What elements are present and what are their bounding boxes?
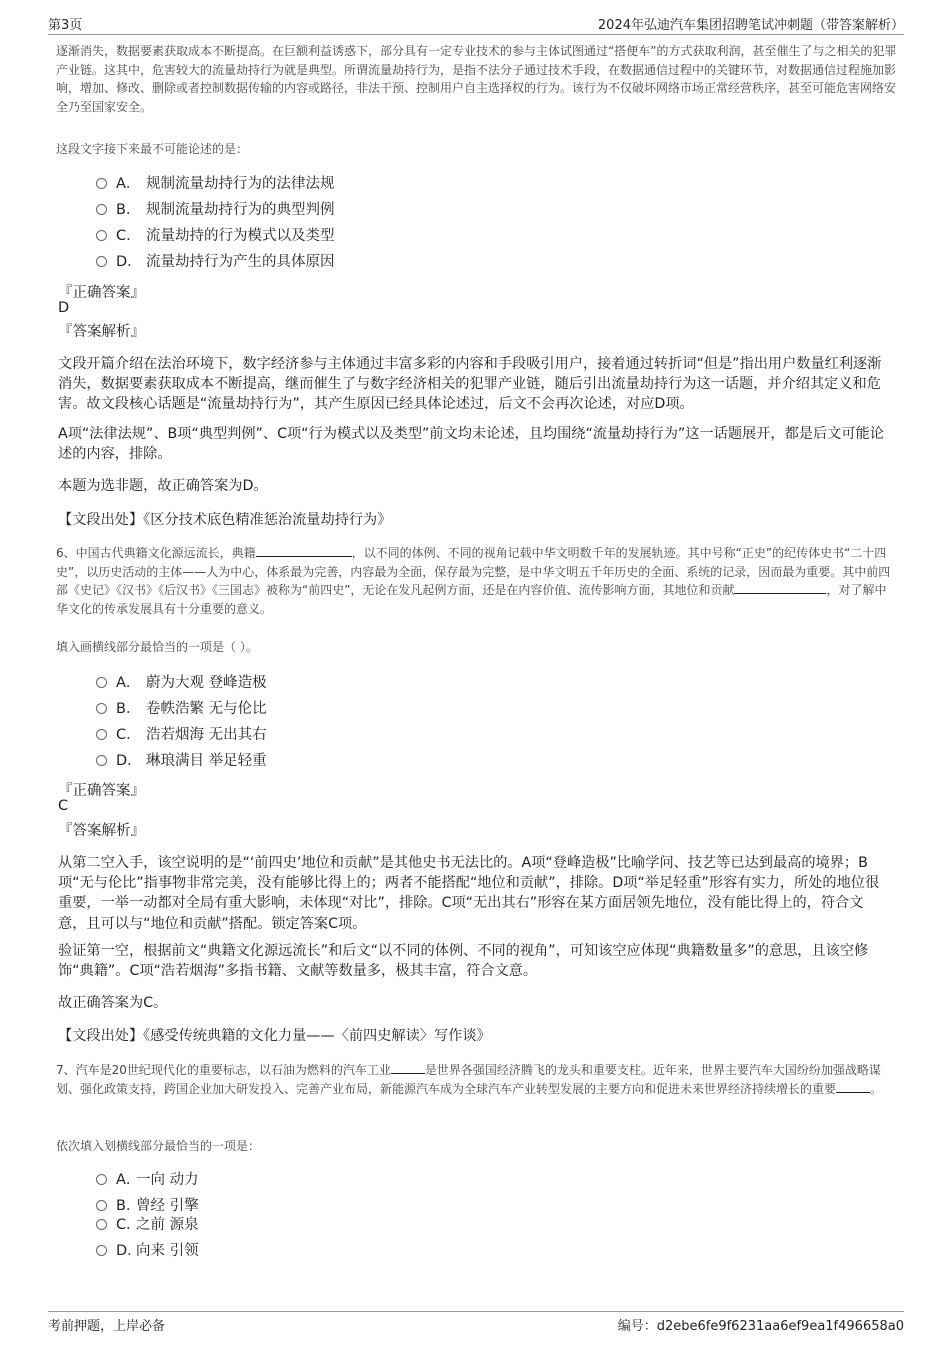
- q5-source: 【文段出处】《区分技术底色精准惩治流量劫持行为》: [58, 512, 392, 528]
- radio-icon[interactable]: [96, 178, 107, 189]
- q5-option-d[interactable]: D． 流量劫持行为产生的具体原因: [96, 251, 335, 273]
- q5-answer-label: 『正确答案』: [58, 285, 145, 301]
- blank-2: [734, 581, 826, 594]
- radio-icon[interactable]: [96, 1245, 107, 1256]
- q6-option-a[interactable]: A． 蔚为大观 登峰造极: [96, 672, 267, 694]
- q5-analysis-label: 『答案解析』: [58, 324, 145, 340]
- q7-option-d[interactable]: D．向来 引领: [96, 1240, 199, 1262]
- footer-slogan: 考前押题，上岸必备: [48, 1319, 166, 1334]
- q6-source: 【文段出处】《感受传统典籍的文化力量——〈前四史解读〉写作谈》: [58, 1028, 491, 1044]
- radio-icon[interactable]: [96, 677, 107, 688]
- blank-1: [256, 544, 352, 557]
- blank-1: [391, 1061, 425, 1074]
- q7-option-c[interactable]: C．之前 源泉: [96, 1214, 199, 1236]
- q5-answer: D: [58, 300, 70, 316]
- document-code: 编号：d2ebe6fe9f6231aa6ef9ea1f496658a0: [617, 1319, 904, 1334]
- page-number: 第3页: [48, 18, 83, 33]
- q6-option-c[interactable]: C． 浩若烟海 无出其右: [96, 724, 267, 746]
- radio-icon[interactable]: [96, 230, 107, 241]
- page-footer: [48, 1311, 904, 1334]
- q6-option-b[interactable]: B． 卷帙浩繁 无与伦比: [96, 698, 267, 720]
- page-header: [48, 12, 904, 35]
- document-title: 2024年弘迪汽车集团招聘笔试冲刺题（带答案解析）: [597, 18, 904, 33]
- q6-analysis-label: 『答案解析』: [58, 823, 145, 839]
- radio-icon[interactable]: [96, 703, 107, 714]
- q7-passage: 7、汽车是20世纪现代化的重要标志，以石油为燃料的汽车工业 是世界各强国经济腾飞的龙头和重要支柱。近年来，世界主要汽车大国纷纷加强战略谋划、强化政策支持，跨国企业加大研发投入、完善产业布局，新能源汽车成为全球汽车产业转型发展的主要方向和促进未来世界经济持续增长的重要 。: [56, 1063, 883, 1096]
- q6-answer: C: [58, 798, 69, 814]
- radio-icon[interactable]: [96, 204, 107, 215]
- radio-icon[interactable]: [96, 1174, 107, 1185]
- q5-option-a[interactable]: A． 规制流量劫持行为的法律法规: [96, 173, 335, 195]
- q5-analysis-3: 本题为选非题，故正确答案为D。: [58, 478, 268, 494]
- q6-analysis-2: 验证第一空，根据前文“典籍文化源远流长”和后文“以不同的体例、不同的视角”，可知该空应体现“典籍数量多”的意思，且该空修饰“典籍”。C项“浩若烟海”多指书籍、文献等数量多，极其丰富，符合文意。: [58, 943, 869, 980]
- q7-option-b[interactable]: B．曾经 引擎: [96, 1195, 199, 1217]
- radio-icon[interactable]: [96, 256, 107, 267]
- q6-passage: 6、中国古代典籍文化源远流长，典籍 ，以不同的体例、不同的视角记载中华文明数千年的发展轨迹。其中号称“正史”的纪传体史书“二十四史”，以历史活动的主体——人为中心，体系最为完善，内容最为全面，保存最为完整，是中华文明五千年历史的全面、系统的记录，因而最为重要。其中前四部《史记》《汉书》《后汉书》《三国志》被称为“前四史”，无论在发凡起例方面，还是在内容价值、流传影响方面，其地位和贡献 ，对了解中华文化的传承发展具有十分重要的意义。: [56, 546, 891, 616]
- q5-analysis-1: 文段开篇介绍在法治环境下，数字经济参与主体通过丰富多彩的内容和手段吸引用户，接着通过转折词“但是”指出用户数量红利逐渐消失，数据要素获取成本不断提高，继而催生了与数字经济相关的犯罪产业链，随后引出流量劫持行为这一话题，并介绍其定义和危害。故文段核心话题是“流量劫持行为”，其产生原因已经具体论述过，后文不会再次论述，对应D项。: [58, 356, 882, 413]
- radio-icon[interactable]: [96, 755, 107, 766]
- q5-analysis-2: A项“法律法规”、B项“典型判例”、C项“行为模式以及类型”前文均未论述，且均围绕“流量劫持行为”这一话题展开，都是后文可能论述的内容，排除。: [58, 426, 884, 463]
- radio-icon[interactable]: [96, 1200, 107, 1211]
- q6-prompt: 填入画横线部分最恰当的一项是（ ）。: [56, 640, 258, 654]
- q7-prompt: 依次填入划横线部分最恰当的一项是：: [56, 1139, 261, 1153]
- q6-option-d[interactable]: D． 琳琅满目 举足轻重: [96, 750, 267, 772]
- q6-analysis-1: 从第二空入手，该空说明的是“‘前四史’地位和贡献”是其他史书无法比的。A项“登峰造极”比喻学问、技艺等已达到最高的境界；B项“无与伦比”指事物非常完美，没有能够比得上的；两者不能搭配“地位和贡献”，排除。D项“举足轻重”形容有实力，所处的地位很重要，一举一动都对全局有重大影响，未体现“对比”，排除。C项“无出其右”形容在某方面居领先地位，没有能比得上的，符合文意，且可以与“地位和贡献”搭配。锁定答案C项。: [58, 855, 880, 932]
- q5-option-b[interactable]: B． 规制流量劫持行为的典型判例: [96, 199, 335, 221]
- blank-2: [836, 1080, 870, 1093]
- q7-option-a[interactable]: A．一向 动力: [96, 1169, 199, 1191]
- q5-prompt: 这段文字接下来最不可能论述的是：: [56, 142, 249, 156]
- radio-icon[interactable]: [96, 729, 107, 740]
- q6-analysis-3: 故正确答案为C。: [58, 995, 168, 1011]
- q5-passage: 逐渐消失，数据要素获取成本不断提高。在巨额利益诱惑下，部分具有一定专业技术的参与主体试图通过“搭便车”的方式获取利润，甚至催生了与之相关的犯罪产业链。这其中，危害较大的流量劫持行为就是典型。所谓流量劫持行为，是指不法分子通过技术手段，在数据通信过程中的关键环节，对数据通信过程施加影响，增加、修改、删除或者控制数据传输的内容或路径，非法干预、控制用户自主选择权的行为。该行为不仅破坏网络市场正常经营秩序，甚至可能危害网络安全乃至国家安全。: [56, 44, 897, 114]
- q5-option-c[interactable]: C． 流量劫持的行为模式以及类型: [96, 225, 335, 247]
- radio-icon[interactable]: [96, 1219, 107, 1230]
- q6-answer-label: 『正确答案』: [58, 783, 145, 799]
